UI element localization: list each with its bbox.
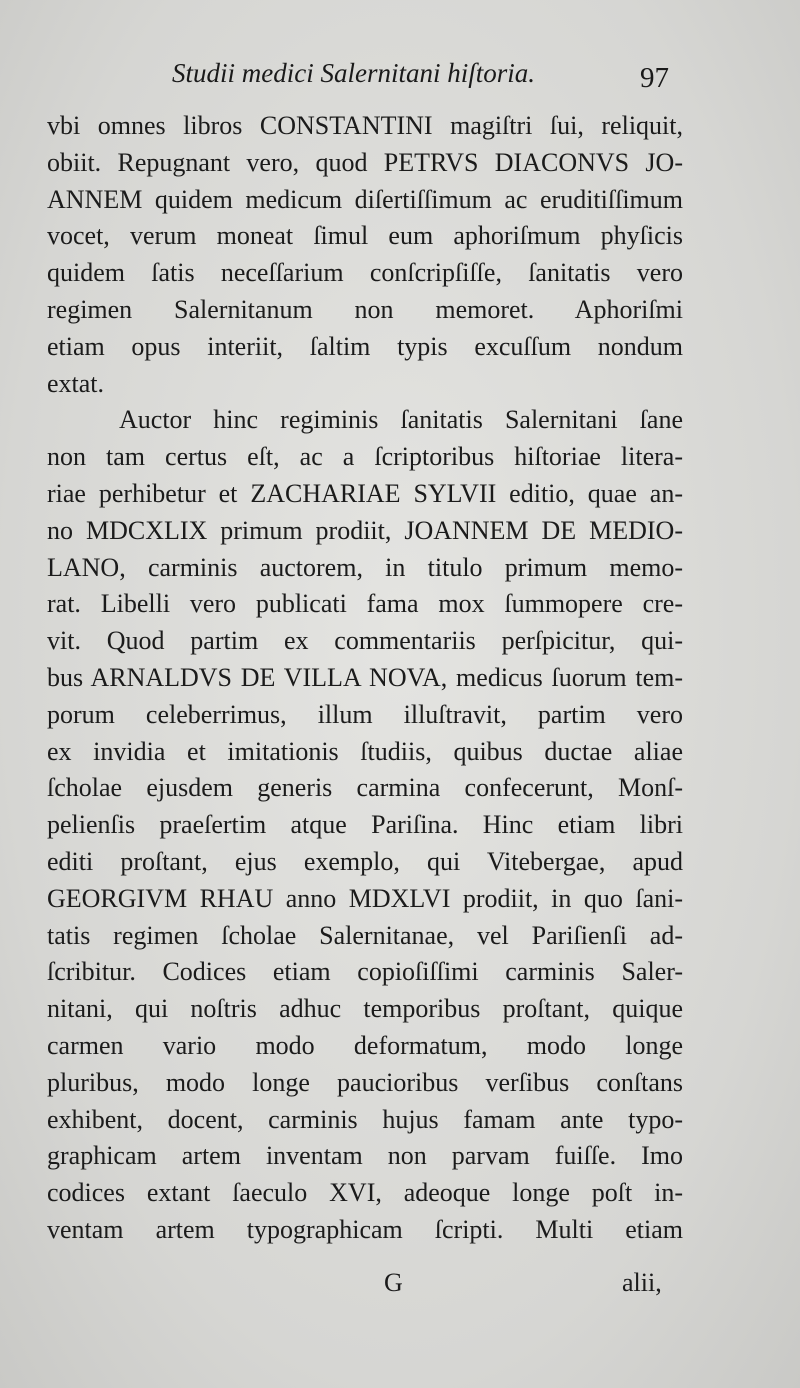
text-line: rat. Libelli vero publicati fama mox ſummopere cre- (47, 589, 683, 619)
text-line: Auctor hinc regiminis ſanitatis Salernitani ſane (119, 405, 683, 435)
text-line: pelienſis praeſertim atque Pariſina. Hinc etiam libri (47, 810, 683, 840)
text-line: ex invidia et imitationis ſtudiis, quibus ductae aliae (47, 736, 683, 766)
text-line: vit. Quod partim ex commentariis perſpicitur, qui- (47, 626, 683, 656)
page-number: 97 (640, 62, 669, 94)
text-line: ſcholae ejusdem generis carmina confecerunt, Monſ- (47, 773, 683, 803)
text-line: riae perhibetur et ZACHARIAE SYLVII editio, quae an- (47, 478, 683, 508)
text-line: LANO, carminis auctorem, in titulo primum memo- (47, 552, 683, 582)
page-footer (0, 1268, 800, 1308)
text-line: codices extant ſaeculo XVI, adeoque longe poſt in- (47, 1178, 683, 1208)
text-line: nitani, qui noſtris adhuc temporibus proſtant, quique (47, 994, 683, 1024)
text-line: graphicam artem inventam non parvam fuiſſe. Imo (47, 1141, 683, 1171)
text-line: GEORGIVM RHAU anno MDXLVI prodiit, in quo ſani- (47, 883, 683, 913)
text-line: tatis regimen ſcholae Salernitanae, vel Pariſienſi ad- (47, 920, 683, 950)
text-line: obiit. Repugnant vero, quod PETRVS DIACONVS JO- (47, 147, 683, 177)
text-line: ANNEM quidem medicum diſertiſſimum ac eruditiſſimum (47, 184, 683, 214)
running-title: Studii medici Salernitani hiſtoria. (172, 58, 535, 88)
text-line: porum celeberrimus, illum illuſtravit, partim vero (47, 699, 683, 729)
text-line: exhibent, docent, carminis hujus famam ante typo- (47, 1104, 683, 1134)
catchword: alii, (622, 1268, 662, 1297)
text-line: etiam opus interiit, ſaltim typis excuſſum nondum (47, 331, 683, 361)
text-line: ventam artem typographicam ſcripti. Multi etiam (47, 1214, 683, 1244)
text-line: vocet, verum moneat ſimul eum aphoriſmum phyſicis (47, 221, 683, 251)
text-line: ſcribitur. Codices etiam copioſiſſimi carminis Saler- (47, 957, 683, 987)
body-text (47, 108, 683, 1249)
text-line: carmen vario modo deformatum, modo longe (47, 1030, 683, 1060)
text-line: editi proſtant, ejus exemplo, qui Vitebergae, apud (47, 846, 683, 876)
text-line: vbi omnes libros CONSTANTINI magiſtri ſui, reliquit, (47, 111, 683, 140)
text-line: regimen Salernitanum non memoret. Aphoriſmi (47, 294, 683, 324)
text-line: non tam certus eſt, ac a ſcriptoribus hiſtoriae litera- (47, 442, 683, 472)
text-line: pluribus, modo longe paucioribus verſibus conſtans (47, 1067, 683, 1097)
text-line: extat. (47, 368, 105, 398)
text-line: no MDCXLIX primum prodiit, JOANNEM DE MEDIO- (47, 515, 683, 545)
signature-mark: G (384, 1268, 403, 1297)
text-line: bus ARNALDVS DE VILLA NOVA, medicus ſuorum tem- (47, 662, 683, 692)
running-head (0, 58, 800, 98)
text-line: quidem ſatis neceſſarium conſcripſiſſe, ſanitatis vero (47, 258, 683, 288)
